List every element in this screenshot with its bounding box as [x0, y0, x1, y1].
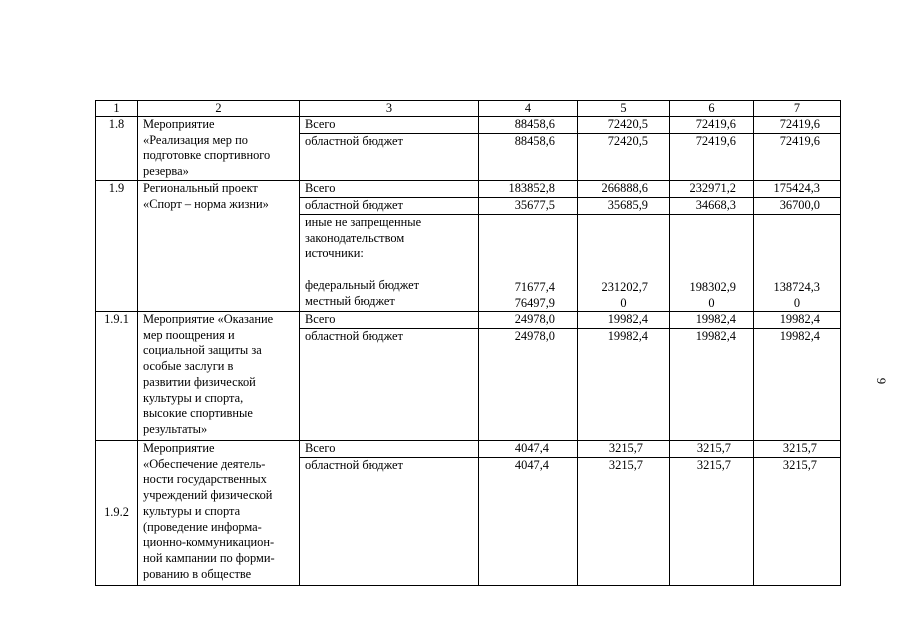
header-cell: 7	[754, 100, 841, 117]
value-cell: 35677,5	[479, 198, 578, 215]
row-code-1-8: 1.8	[95, 117, 138, 181]
row-name-1-9: Региональный проект «Спорт – норма жизни»	[138, 181, 300, 312]
value-cell: 232971,2	[670, 181, 754, 198]
value-cell: 231202,7 0	[578, 215, 670, 312]
value-cell: 198302,9 0	[670, 215, 754, 312]
value-cell: 34668,3	[670, 198, 754, 215]
value-cell: 72420,5	[578, 117, 670, 134]
value-cell: 71677,4 76497,9	[479, 215, 578, 312]
row-name-1-9-1: Мероприятие «Оказание мер поощрения и социальной защиты за особые заслуги в развитии физической культуры и спорта, высокие спортивные результаты»	[138, 312, 300, 441]
value-cell: 266888,6	[578, 181, 670, 198]
value-cell: 3215,7	[670, 441, 754, 458]
value-cell: 72419,6	[670, 134, 754, 181]
source-cell: областной бюджет	[300, 198, 479, 215]
row-code-1-9: 1.9	[95, 181, 138, 312]
value-cell: 3215,7	[754, 441, 841, 458]
page-number: 9	[874, 377, 888, 385]
value-cell: 35685,9	[578, 198, 670, 215]
header-cell: 2	[138, 100, 300, 117]
source-cell: Всего	[300, 441, 479, 458]
value-cell: 183852,8	[479, 181, 578, 198]
source-cell: Всего	[300, 181, 479, 198]
source-cell: областной бюджет	[300, 329, 479, 441]
value-cell: 36700,0	[754, 198, 841, 215]
value-cell: 72419,6	[754, 117, 841, 134]
header-cell: 5	[578, 100, 670, 117]
source-cell: иные не запрещенные законодательством источники: федеральный бюджет местный бюджет	[300, 215, 479, 312]
value-cell: 19982,4	[754, 329, 841, 441]
value-cell: 19982,4	[670, 329, 754, 441]
source-cell: Всего	[300, 312, 479, 329]
row-name-1-8: Мероприятие «Реализация мер по подготовке спортивного резерва»	[138, 117, 300, 181]
row-code-1-9-2: 1.9.2	[95, 441, 138, 586]
header-cell: 4	[479, 100, 578, 117]
value-cell: 19982,4	[578, 329, 670, 441]
value-cell: 19982,4	[670, 312, 754, 329]
value-cell: 72419,6	[670, 117, 754, 134]
row-name-1-9-2: Мероприятие «Обеспечение деятель- ности государственных учреждений физической культуры и спорта (проведение информа- ционно-коммуникацион- ной кампании по форми- рованию в обществе	[138, 441, 300, 586]
value-cell: 24978,0	[479, 312, 578, 329]
value-cell: 19982,4	[754, 312, 841, 329]
value-cell: 3215,7	[578, 441, 670, 458]
value-cell: 72419,6	[754, 134, 841, 181]
value-cell: 88458,6	[479, 117, 578, 134]
value-cell: 138724,3 0	[754, 215, 841, 312]
header-cell: 6	[670, 100, 754, 117]
value-cell: 4047,4	[479, 441, 578, 458]
value-cell: 175424,3	[754, 181, 841, 198]
value-cell: 3215,7	[754, 458, 841, 586]
header-cell: 1	[95, 100, 138, 117]
value-cell: 24978,0	[479, 329, 578, 441]
value-cell: 4047,4	[479, 458, 578, 586]
source-cell: областной бюджет	[300, 134, 479, 181]
value-cell: 72420,5	[578, 134, 670, 181]
value-cell: 19982,4	[578, 312, 670, 329]
value-cell: 3215,7	[670, 458, 754, 586]
value-cell: 88458,6	[479, 134, 578, 181]
value-cell: 3215,7	[578, 458, 670, 586]
source-cell: областной бюджет	[300, 458, 479, 586]
source-cell: Всего	[300, 117, 479, 134]
row-code-1-9-1: 1.9.1	[95, 312, 138, 441]
header-cell: 3	[300, 100, 479, 117]
